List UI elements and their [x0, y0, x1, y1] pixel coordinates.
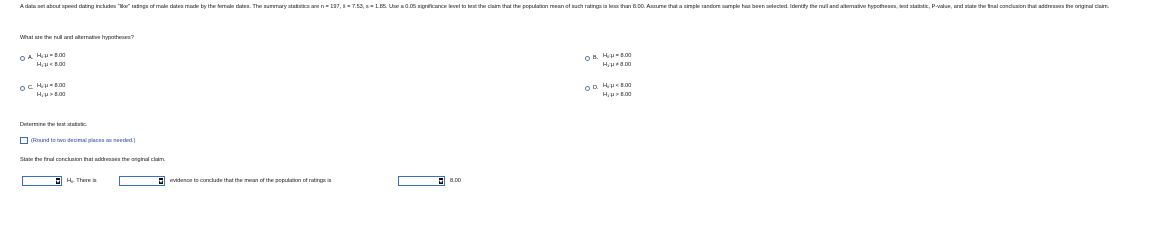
option-c-h0: $H_0:\mu = 8.00$ — [37, 83, 66, 89]
conclusion-question: State the final conclusion that addresses the original claim. — [20, 157, 166, 163]
radio-option-b[interactable] — [585, 56, 590, 61]
option-b-h1: $H_1:\mu \ne 8.00$ — [603, 62, 632, 68]
test-statistic-input[interactable] — [20, 137, 28, 144]
option-d-letter: D. — [593, 85, 599, 91]
h0-text: $H_0$. There is — [67, 178, 97, 184]
option-c-letter: C. — [28, 85, 34, 91]
test-statistic-question: Determine the test statistic. — [20, 122, 88, 128]
option-d-h1: $H_1:\mu > 8.00$ — [603, 92, 632, 98]
option-b-letter: B. — [593, 55, 599, 61]
dropdown-arrow-icon — [439, 178, 443, 184]
option-c-h1: $H_1:\mu > 8.00$ — [37, 92, 66, 98]
decision-dropdown[interactable] — [22, 176, 62, 186]
conclusion-text: evidence to conclude that the mean of the population of ratings is — [170, 178, 332, 184]
evidence-dropdown[interactable] — [119, 176, 165, 186]
option-b-h0: $H_0:\mu = 8.00$ — [603, 53, 632, 59]
dropdown-arrow-icon — [159, 178, 163, 184]
option-a-h1: $H_1:\mu < 8.00$ — [37, 62, 66, 68]
rounding-hint: (Round to two decimal places as needed.) — [31, 138, 136, 144]
radio-option-c[interactable] — [20, 86, 25, 91]
dropdown-arrow-icon — [56, 178, 60, 184]
comparison-dropdown[interactable] — [398, 176, 445, 186]
option-a-letter: A. — [28, 55, 34, 61]
option-d-h0: $H_0:\mu < 8.00$ — [603, 83, 632, 89]
hypotheses-question: What are the null and alternative hypotheses? — [20, 35, 134, 41]
radio-option-d[interactable] — [585, 86, 590, 91]
question-prompt: A data set about speed dating includes "like" ratings of male dates made by the female dates. The summary statistics are n = 197, x̄ = 7.53, s = 1.85. Use a 0.05 significance level to test the claim that the population mean of such ratings is less than 8.00. Assume that a simple random sample has been selected. Identify the null and alternative hypotheses, test statistic, P-value, and state the final conclusion that addresses the original claim. — [20, 4, 1110, 10]
claim-value: 8.00 — [450, 178, 461, 184]
radio-option-a[interactable] — [20, 56, 25, 61]
option-a-h0: $H_0:\mu = 8.00$ — [37, 53, 66, 59]
